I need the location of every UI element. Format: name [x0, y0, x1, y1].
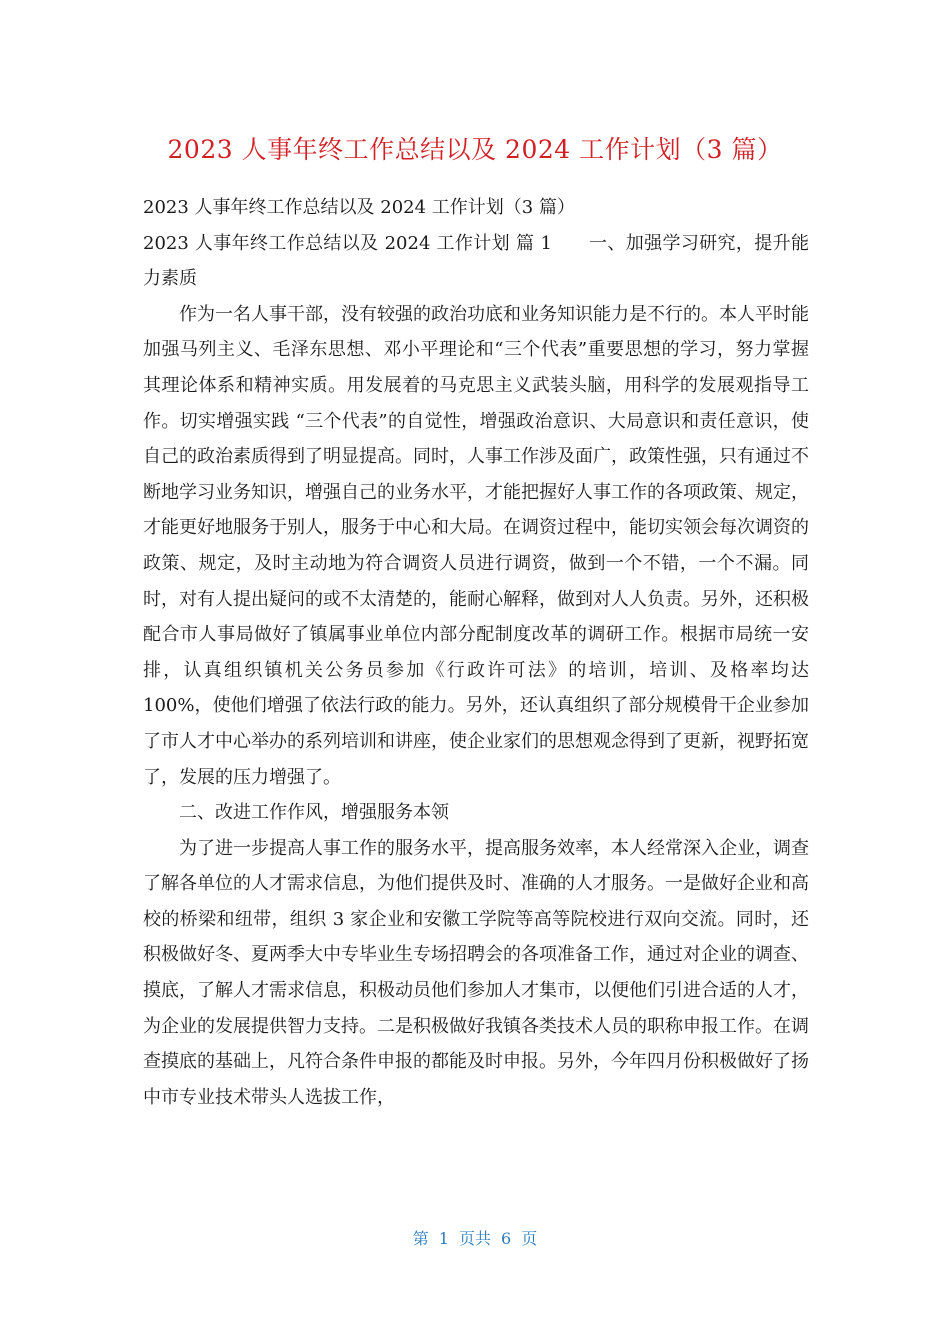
body-paragraph-1: 作为一名人事干部，没有较强的政治功底和业务知识能力是不行的。本人平时能加强马列主义、毛泽东思想、邓小平理论和“三个代表”重要思想的学习，努力掌握其理论体系和精神实质。用发展着的马克思主义武装头脑，用科学的发展观指导工作。切实增强实践 “三个代表”的自觉性，增强政治意识、大局意识和责任意识，使自己的政治素质得到了明显提高。同时，人事工作涉及面广，政策性强，只有通过不断地学习业务知识，增强自己的业务水平，才能把握好人事工作的各项政策、规定，才能更好地服务于别人，服务于中心和大局。在调资过程中，能切实领会每次调资的政策、规定，及时主动地为符合调资人员进行调资，做到一个不错，一个不漏。同时，对有人提出疑问的或不太清楚的，能耐心解释，做到对人人负责。另外，还积极配合市人事局做好了镇属事业单位内部分配制度改革的调研工作。根据市局统一安排，认真组织镇机关公务员参加《行政许可法》的培训，培训、及格率均达 100%，使他们增强了依法行政的能力。另外，还认真组织了部分规模骨干企业参加了市人才中心举办的系列培训和讲座，使企业家们的思想观念得到了更新，视野拓宽了，发展的压力增强了。: [143, 303, 809, 788]
page-footer: [0, 1226, 950, 1249]
body-paragraph-2: 为了进一步提高人事工作的服务水平，提高服务效率，本人经常深入企业，调查了解各单位的人才需求信息，为他们提供及时、准确的人才服务。一是做好企业和高校的桥梁和纽带，组织 3 家企业和安徽工学院等高等院校进行双向交流。同时，还积极做好冬、夏两季大中专毕业生专场招聘会的各项准备工作，通过对企业的调查、摸底，了解人才需求信息，积极动员他们参加人才集市，以便他们引进合适的人才，为企业的发展提供智力支持。二是积极做好我镇各类技术人员的职称申报工作。在调查摸底的基础上，凡符合条件申报的都能及时申报。另外，今年四月份积极做好了扬中市专业技术带头人选拔工作，: [143, 837, 809, 1108]
footer-prefix: 第: [412, 1229, 429, 1248]
footer-middle: 页共: [458, 1229, 491, 1248]
subtitle-line: 2023 人事年终工作总结以及 2024 工作计划（3 篇）: [143, 197, 575, 218]
footer-total-pages: 6: [501, 1229, 512, 1248]
section-heading-1: 2023 人事年终工作总结以及 2024 工作计划 篇 1 一、加强学习研究，提升能力素质: [143, 232, 809, 290]
document-title: 2023 人事年终工作总结以及 2024 工作计划（3 篇）: [167, 135, 783, 164]
section-heading-2: 二、改进工作作风，增强服务本领: [179, 802, 449, 824]
footer-page-number: 1: [438, 1229, 449, 1248]
footer-suffix: 页: [521, 1229, 538, 1248]
document-body: [143, 190, 809, 1115]
